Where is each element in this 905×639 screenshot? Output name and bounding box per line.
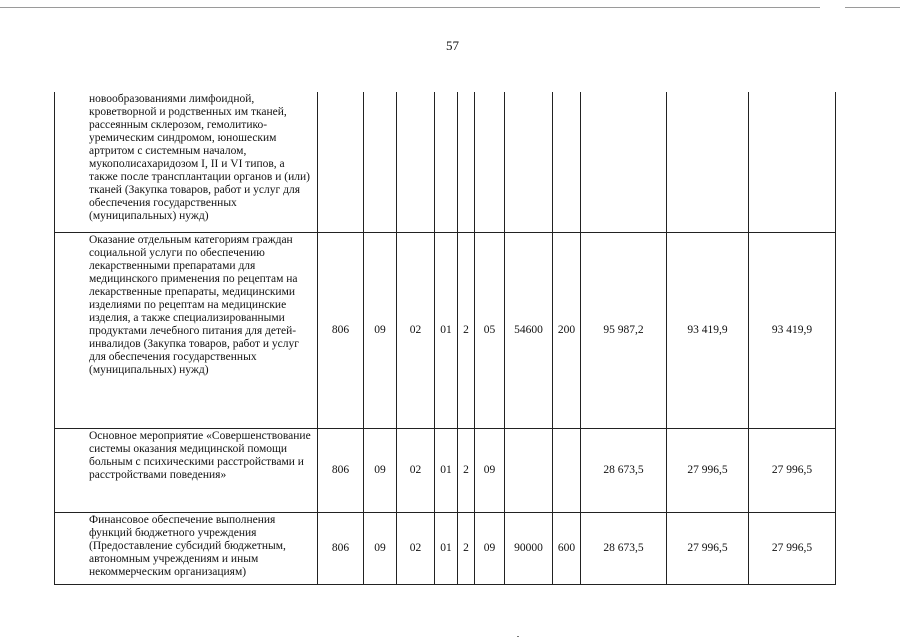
sum-year-1 — [581, 92, 667, 232]
row-name: Финансовое обеспечение выполнения функций бюджетного учреждения (Предоставление субсидий бюджетным, автономным учреждениям и иным некоммерческим организациям) — [55, 512, 318, 584]
ministry-code: 806 — [318, 512, 364, 584]
section-code: 09 — [364, 428, 397, 512]
subprogram-code: 2 — [458, 232, 475, 428]
expense-type-code — [553, 92, 581, 232]
sum-year-3 — [749, 92, 836, 232]
table-row — [55, 232, 836, 428]
subprogram-code — [458, 92, 475, 232]
main-event-code: 09 — [475, 512, 505, 584]
direction-code — [505, 428, 553, 512]
table-row — [55, 428, 836, 512]
ministry-code — [318, 92, 364, 232]
subsection-code: 02 — [397, 512, 435, 584]
main-event-code — [475, 92, 505, 232]
direction-code — [505, 92, 553, 232]
main-event-code: 05 — [475, 232, 505, 428]
program-code: 01 — [435, 512, 458, 584]
page-number: 57 — [446, 38, 459, 53]
direction-code: 54600 — [505, 232, 553, 428]
row-name: Оказание отдельным категориям граждан социальной услуги по обеспечению лекарственными препаратами для медицинского применения по рецептам на лекарственные препараты, медицинскими изделиями по рецептам на медицинские изделия, а также специализированными продуктами лечебного питания для детей-инвалидов (Закупка товаров, работ и услуг для обеспечения государственных (муниципальных) нужд) — [55, 232, 318, 428]
section-code: 09 — [364, 232, 397, 428]
main-event-code: 09 — [475, 428, 505, 512]
sum-year-1: 28 673,5 — [581, 512, 667, 584]
section-code: 09 — [364, 512, 397, 584]
ministry-code: 806 — [318, 232, 364, 428]
table-row — [55, 512, 836, 584]
expense-type-code: 200 — [553, 232, 581, 428]
section-code — [364, 92, 397, 232]
ministry-code: 806 — [318, 428, 364, 512]
sum-year-3: 93 419,9 — [749, 232, 836, 428]
sum-year-3: 27 996,5 — [749, 512, 836, 584]
sum-year-2: 27 996,5 — [667, 428, 749, 512]
top-scan-rule — [0, 7, 820, 8]
row-name: новообразованиями лимфоидной, кроветворной и родственных им тканей, рассеянным склерозом, гемолитико-уремическим синдромом, юношеским артритом с системным началом, мукополисахаридозом I, II и VI типов, а также после трансплантации органов и (или) тканей (Закупка товаров, работ и услуг для обеспечения государственных (муниципальных) нужд) — [55, 92, 318, 232]
direction-code: 90000 — [505, 512, 553, 584]
sum-year-2 — [667, 92, 749, 232]
scan-speck — [517, 636, 519, 637]
subsection-code: 02 — [397, 428, 435, 512]
sum-year-3: 27 996,5 — [749, 428, 836, 512]
budget-table — [54, 92, 836, 585]
subsection-code — [397, 92, 435, 232]
row-name: Основное мероприятие «Совершенствование системы оказания медицинской помощи больным с психическими расстройствами и расстройствами поведения» — [55, 428, 318, 512]
program-code: 01 — [435, 428, 458, 512]
expense-type-code: 600 — [553, 512, 581, 584]
top-scan-rule-right — [845, 7, 900, 8]
sum-year-1: 95 987,2 — [581, 232, 667, 428]
sum-year-1: 28 673,5 — [581, 428, 667, 512]
sum-year-2: 27 996,5 — [667, 512, 749, 584]
program-code: 01 — [435, 232, 458, 428]
subprogram-code: 2 — [458, 428, 475, 512]
expense-type-code — [553, 428, 581, 512]
subsection-code: 02 — [397, 232, 435, 428]
subprogram-code: 2 — [458, 512, 475, 584]
program-code — [435, 92, 458, 232]
table-row — [55, 92, 836, 232]
sum-year-2: 93 419,9 — [667, 232, 749, 428]
